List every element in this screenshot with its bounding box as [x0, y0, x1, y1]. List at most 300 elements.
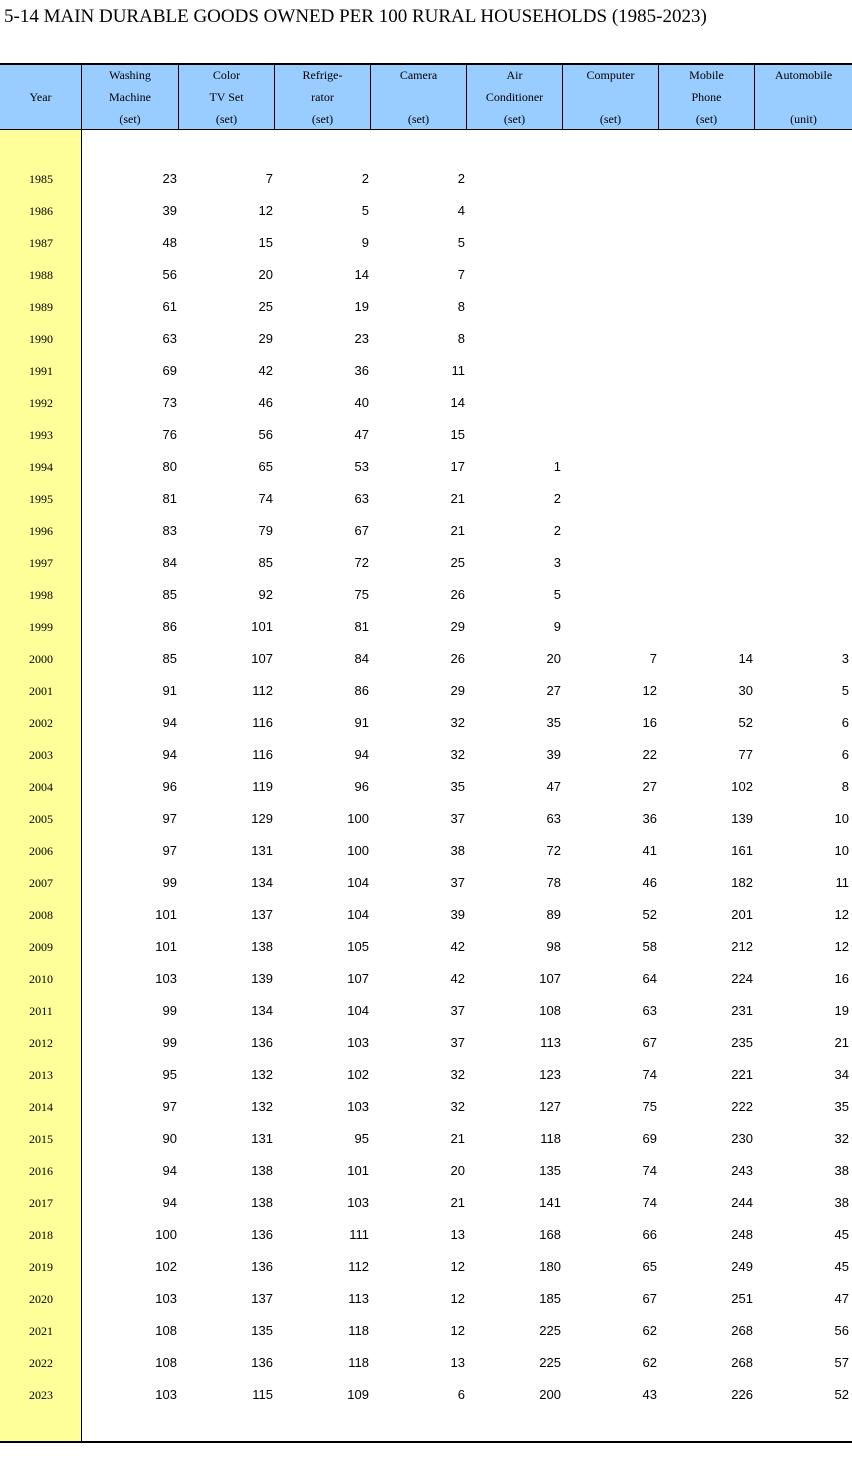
value-cell: 136 — [251, 1035, 273, 1050]
value-cell: 15 — [258, 235, 273, 250]
value-cell: 29 — [258, 331, 273, 346]
value-cell: 138 — [251, 1163, 273, 1178]
value-cell: 112 — [252, 683, 273, 698]
value-cell: 100 — [347, 843, 369, 858]
value-cell: 95 — [354, 1131, 369, 1146]
value-cell: 12 — [834, 907, 849, 922]
value-cell: 42 — [258, 363, 273, 378]
value-cell: 5 — [361, 203, 369, 218]
year-cell: 2016 — [29, 1164, 53, 1178]
column-header-line: Camera — [399, 68, 438, 82]
value-cell: 103 — [155, 1387, 177, 1402]
value-cell: 139 — [251, 971, 273, 986]
year-cell: 2022 — [29, 1356, 53, 1370]
value-cell: 96 — [162, 779, 177, 794]
value-cell: 200 — [539, 1387, 561, 1402]
value-cell: 102 — [347, 1067, 369, 1082]
value-cell: 23 — [162, 171, 177, 186]
value-cell: 225 — [539, 1323, 561, 1338]
value-cell: 62 — [642, 1355, 657, 1370]
value-cell: 5 — [553, 587, 561, 602]
table-row — [0, 418, 852, 450]
table-row — [0, 354, 852, 386]
value-cell: 81 — [354, 619, 369, 634]
value-cell: 46 — [642, 875, 657, 890]
year-cell: 1998 — [29, 588, 53, 602]
value-cell: 109 — [347, 1387, 369, 1402]
table-row — [0, 450, 852, 482]
year-cell: 2014 — [29, 1100, 53, 1114]
value-cell: 134 — [251, 875, 273, 890]
value-cell: 21 — [450, 523, 465, 538]
value-cell: 138 — [251, 1195, 273, 1210]
column-header-line: (set) — [407, 112, 430, 126]
year-cell: 2003 — [29, 748, 53, 762]
value-cell: 35 — [834, 1099, 849, 1114]
value-cell: 19 — [834, 1003, 849, 1018]
value-cell: 127 — [539, 1099, 561, 1114]
table-row — [0, 1282, 852, 1314]
value-cell: 8 — [841, 779, 849, 794]
value-cell: 56 — [258, 427, 273, 442]
value-cell: 161 — [731, 843, 753, 858]
value-cell: 212 — [731, 939, 753, 954]
table-row — [0, 642, 852, 674]
value-cell: 2 — [361, 171, 369, 186]
value-cell: 39 — [546, 747, 561, 762]
year-cell: 2006 — [29, 844, 53, 858]
column-header — [179, 65, 275, 129]
table-row — [0, 706, 852, 738]
value-cell: 65 — [642, 1259, 657, 1274]
value-cell: 115 — [252, 1387, 273, 1402]
value-cell: 94 — [162, 715, 177, 730]
year-cell: 1992 — [29, 396, 53, 410]
value-cell: 116 — [252, 747, 273, 762]
value-cell: 96 — [354, 779, 369, 794]
value-cell: 11 — [835, 875, 849, 890]
year-cell: 1988 — [29, 268, 53, 282]
value-cell: 99 — [162, 1003, 177, 1018]
value-cell: 37 — [450, 811, 465, 826]
year-cell: 2019 — [29, 1260, 53, 1274]
value-cell: 84 — [354, 651, 369, 666]
column-header-line: (set) — [311, 112, 334, 126]
value-cell: 221 — [731, 1067, 753, 1082]
value-cell: 97 — [162, 843, 177, 858]
value-cell: 52 — [738, 715, 753, 730]
column-header-line: Machine — [109, 90, 151, 104]
value-cell: 36 — [354, 363, 369, 378]
value-cell: 72 — [354, 555, 369, 570]
value-cell: 12 — [450, 1291, 465, 1306]
value-cell: 86 — [354, 683, 369, 698]
value-cell: 42 — [450, 939, 465, 954]
value-cell: 37 — [450, 1035, 465, 1050]
value-cell: 20 — [258, 267, 273, 282]
value-cell: 69 — [162, 363, 177, 378]
column-header-line: (unit) — [790, 112, 817, 126]
value-cell: 108 — [155, 1323, 177, 1338]
value-cell: 135 — [251, 1323, 273, 1338]
value-cell: 6 — [841, 747, 849, 762]
value-cell: 45 — [834, 1259, 849, 1274]
value-cell: 102 — [155, 1259, 177, 1274]
value-cell: 12 — [450, 1323, 465, 1338]
value-cell: 113 — [540, 1035, 561, 1050]
value-cell: 74 — [642, 1195, 657, 1210]
value-cell: 7 — [457, 267, 465, 282]
table-row — [0, 834, 852, 866]
value-cell: 12 — [450, 1259, 465, 1274]
table-row — [0, 1218, 852, 1250]
value-cell: 102 — [731, 779, 753, 794]
value-cell: 201 — [731, 907, 753, 922]
value-cell: 85 — [162, 587, 177, 602]
value-cell: 78 — [546, 875, 561, 890]
year-cell: 2021 — [29, 1324, 53, 1338]
table-row — [0, 1154, 852, 1186]
column-header-line: Color — [212, 68, 241, 82]
value-cell: 21 — [450, 491, 465, 506]
value-cell: 58 — [642, 939, 657, 954]
value-cell: 101 — [251, 619, 273, 634]
column-header-line: Washing — [109, 68, 151, 82]
value-cell: 14 — [738, 651, 753, 666]
year-cell: 2020 — [29, 1292, 53, 1306]
table-row — [0, 226, 852, 258]
table-row — [0, 162, 852, 194]
column-header — [467, 65, 563, 129]
value-cell: 76 — [162, 427, 177, 442]
value-cell: 180 — [539, 1259, 561, 1274]
year-cell: 2017 — [29, 1196, 53, 1210]
value-cell: 94 — [354, 747, 369, 762]
year-cell: 2018 — [29, 1228, 53, 1242]
value-cell: 22 — [642, 747, 657, 762]
year-cell: 1996 — [29, 524, 53, 538]
value-cell: 8 — [457, 299, 465, 314]
value-cell: 99 — [162, 1035, 177, 1050]
value-cell: 52 — [834, 1387, 849, 1402]
table-row — [0, 546, 852, 578]
value-cell: 20 — [546, 651, 561, 666]
value-cell: 95 — [162, 1067, 177, 1082]
value-cell: 116 — [252, 715, 273, 730]
value-cell: 23 — [354, 331, 369, 346]
value-cell: 268 — [731, 1323, 753, 1338]
year-cell: 2008 — [29, 908, 53, 922]
value-cell: 41 — [642, 843, 657, 858]
value-cell: 32 — [450, 715, 465, 730]
year-cell: 2005 — [29, 812, 53, 826]
table-row — [0, 994, 852, 1026]
value-cell: 248 — [731, 1227, 753, 1242]
value-cell: 19 — [354, 299, 369, 314]
year-cell: 1997 — [29, 556, 53, 570]
value-cell: 107 — [251, 651, 273, 666]
value-cell: 182 — [731, 875, 753, 890]
value-cell: 67 — [642, 1291, 657, 1306]
value-cell: 85 — [258, 555, 273, 570]
value-cell: 107 — [347, 971, 369, 986]
value-cell: 7 — [265, 171, 273, 186]
value-cell: 53 — [354, 459, 369, 474]
year-cell: 1991 — [29, 364, 53, 378]
value-cell: 91 — [354, 715, 369, 730]
table-row — [0, 674, 852, 706]
value-cell: 5 — [457, 235, 465, 250]
value-cell: 94 — [162, 1163, 177, 1178]
value-cell: 46 — [258, 395, 273, 410]
table-row — [0, 194, 852, 226]
value-cell: 29 — [450, 619, 465, 634]
column-header-line: (set) — [695, 112, 718, 126]
table-row — [0, 898, 852, 930]
value-cell: 222 — [731, 1099, 753, 1114]
value-cell: 129 — [251, 811, 273, 826]
value-cell: 136 — [251, 1259, 273, 1274]
value-cell: 137 — [251, 1291, 273, 1306]
year-cell: 2010 — [29, 972, 53, 986]
value-cell: 103 — [347, 1195, 369, 1210]
value-cell: 21 — [450, 1131, 465, 1146]
table-row — [0, 962, 852, 994]
value-cell: 40 — [354, 395, 369, 410]
table-row — [0, 1314, 852, 1346]
value-cell: 32 — [450, 747, 465, 762]
column-header — [659, 65, 755, 129]
table-row — [0, 290, 852, 322]
year-cell: 2009 — [29, 940, 53, 954]
value-cell: 42 — [450, 971, 465, 986]
value-cell: 26 — [450, 587, 465, 602]
value-cell: 108 — [155, 1355, 177, 1370]
value-cell: 139 — [731, 811, 753, 826]
column-header — [82, 65, 179, 129]
value-cell: 103 — [347, 1035, 369, 1050]
value-cell: 64 — [642, 971, 657, 986]
value-cell: 94 — [162, 1195, 177, 1210]
year-cell: 1990 — [29, 332, 53, 346]
column-header-line: Mobile — [689, 68, 724, 82]
value-cell: 74 — [258, 491, 273, 506]
column-header — [371, 65, 467, 129]
value-cell: 81 — [162, 491, 177, 506]
year-cell: 1994 — [29, 460, 53, 474]
value-cell: 25 — [450, 555, 465, 570]
value-cell: 35 — [546, 715, 561, 730]
year-cell: 2023 — [29, 1388, 53, 1402]
value-cell: 244 — [731, 1195, 753, 1210]
value-cell: 13 — [450, 1355, 465, 1370]
value-cell: 52 — [642, 907, 657, 922]
value-cell: 103 — [155, 971, 177, 986]
value-cell: 104 — [347, 875, 369, 890]
year-cell: 1995 — [29, 492, 53, 506]
value-cell: 8 — [457, 331, 465, 346]
value-cell: 32 — [450, 1099, 465, 1114]
year-cell: 1999 — [29, 620, 53, 634]
value-cell: 91 — [162, 683, 177, 698]
value-cell: 1 — [553, 459, 561, 474]
value-cell: 17 — [450, 459, 465, 474]
table-row — [0, 258, 852, 290]
value-cell: 12 — [834, 939, 849, 954]
value-cell: 74 — [642, 1163, 657, 1178]
value-cell: 104 — [347, 1003, 369, 1018]
value-cell: 2 — [553, 491, 561, 506]
value-cell: 12 — [258, 203, 273, 218]
value-cell: 235 — [731, 1035, 753, 1050]
value-cell: 141 — [539, 1195, 561, 1210]
value-cell: 100 — [155, 1227, 177, 1242]
value-cell: 56 — [162, 267, 177, 282]
value-cell: 13 — [450, 1227, 465, 1242]
year-cell: 1989 — [29, 300, 53, 314]
column-header — [563, 65, 659, 129]
value-cell: 35 — [450, 779, 465, 794]
value-cell: 32 — [450, 1067, 465, 1082]
column-header — [0, 65, 82, 129]
table-row — [0, 1378, 852, 1410]
value-cell: 86 — [162, 619, 177, 634]
value-cell: 225 — [539, 1355, 561, 1370]
value-cell: 37 — [450, 1003, 465, 1018]
value-cell: 63 — [546, 811, 561, 826]
value-cell: 108 — [539, 1003, 561, 1018]
value-cell: 12 — [642, 683, 657, 698]
column-header — [275, 65, 371, 129]
bottom-rule — [0, 1441, 852, 1443]
value-cell: 63 — [642, 1003, 657, 1018]
value-cell: 103 — [347, 1099, 369, 1114]
value-cell: 118 — [540, 1131, 561, 1146]
value-cell: 27 — [546, 683, 561, 698]
value-cell: 38 — [834, 1195, 849, 1210]
value-cell: 101 — [347, 1163, 369, 1178]
table-row — [0, 770, 852, 802]
value-cell: 36 — [642, 811, 657, 826]
table-row — [0, 1186, 852, 1218]
table-row — [0, 930, 852, 962]
value-cell: 48 — [162, 235, 177, 250]
value-cell: 79 — [258, 523, 273, 538]
column-header-line: Air — [506, 68, 523, 82]
value-cell: 226 — [731, 1387, 753, 1402]
value-cell: 97 — [162, 1099, 177, 1114]
year-cell: 1987 — [29, 236, 53, 250]
value-cell: 249 — [731, 1259, 753, 1274]
value-cell: 66 — [642, 1227, 657, 1242]
value-cell: 118 — [348, 1323, 369, 1338]
value-cell: 67 — [642, 1035, 657, 1050]
year-cell: 1986 — [29, 204, 53, 218]
value-cell: 56 — [834, 1323, 849, 1338]
table-row — [0, 1250, 852, 1282]
column-header-line: rator — [311, 90, 334, 104]
value-cell: 136 — [251, 1227, 273, 1242]
value-cell: 7 — [649, 651, 657, 666]
value-cell: 57 — [834, 1355, 849, 1370]
value-cell: 135 — [539, 1163, 561, 1178]
value-cell: 2 — [553, 523, 561, 538]
column-header-line: TV Set — [209, 90, 244, 104]
value-cell: 83 — [162, 523, 177, 538]
table-row — [0, 386, 852, 418]
value-cell: 74 — [642, 1067, 657, 1082]
value-cell: 30 — [738, 683, 753, 698]
value-cell: 123 — [539, 1067, 561, 1082]
table-header — [0, 65, 852, 130]
column-header-line: (set) — [599, 112, 622, 126]
value-cell: 29 — [450, 683, 465, 698]
value-cell: 73 — [162, 395, 177, 410]
value-cell: 3 — [841, 651, 849, 666]
value-cell: 107 — [539, 971, 561, 986]
year-cell: 2002 — [29, 716, 53, 730]
value-cell: 251 — [731, 1291, 753, 1306]
value-cell: 20 — [450, 1163, 465, 1178]
value-cell: 99 — [162, 875, 177, 890]
value-cell: 16 — [834, 971, 849, 986]
table-row — [0, 1122, 852, 1154]
value-cell: 45 — [834, 1227, 849, 1242]
value-cell: 63 — [162, 331, 177, 346]
table-row — [0, 1346, 852, 1378]
value-cell: 14 — [354, 267, 369, 282]
column-header-line: Computer — [586, 68, 635, 82]
value-cell: 47 — [546, 779, 561, 794]
value-cell: 65 — [258, 459, 273, 474]
value-cell: 100 — [347, 811, 369, 826]
value-cell: 62 — [642, 1323, 657, 1338]
column-header-line: (set) — [503, 112, 526, 126]
value-cell: 5 — [841, 683, 849, 698]
value-cell: 137 — [251, 907, 273, 922]
table-row — [0, 738, 852, 770]
value-cell: 131 — [251, 1131, 273, 1146]
year-cell: 1985 — [29, 172, 53, 186]
value-cell: 97 — [162, 811, 177, 826]
value-cell: 38 — [834, 1163, 849, 1178]
value-cell: 39 — [450, 907, 465, 922]
value-cell: 113 — [348, 1291, 369, 1306]
value-cell: 168 — [539, 1227, 561, 1242]
value-cell: 112 — [348, 1259, 369, 1274]
value-cell: 90 — [162, 1131, 177, 1146]
table-row — [0, 1026, 852, 1058]
table-row — [0, 866, 852, 898]
value-cell: 92 — [258, 587, 273, 602]
value-cell: 131 — [251, 843, 273, 858]
year-cell: 2011 — [29, 1004, 53, 1018]
table-row — [0, 482, 852, 514]
value-cell: 105 — [347, 939, 369, 954]
value-cell: 103 — [155, 1291, 177, 1306]
table-body — [0, 162, 852, 1410]
value-cell: 21 — [450, 1195, 465, 1210]
table-row — [0, 610, 852, 642]
year-cell: 2012 — [29, 1036, 53, 1050]
value-cell: 69 — [642, 1131, 657, 1146]
value-cell: 98 — [546, 939, 561, 954]
year-cell: 2001 — [29, 684, 53, 698]
value-cell: 34 — [834, 1067, 849, 1082]
value-cell: 9 — [553, 619, 561, 634]
table-row — [0, 1090, 852, 1122]
value-cell: 268 — [731, 1355, 753, 1370]
